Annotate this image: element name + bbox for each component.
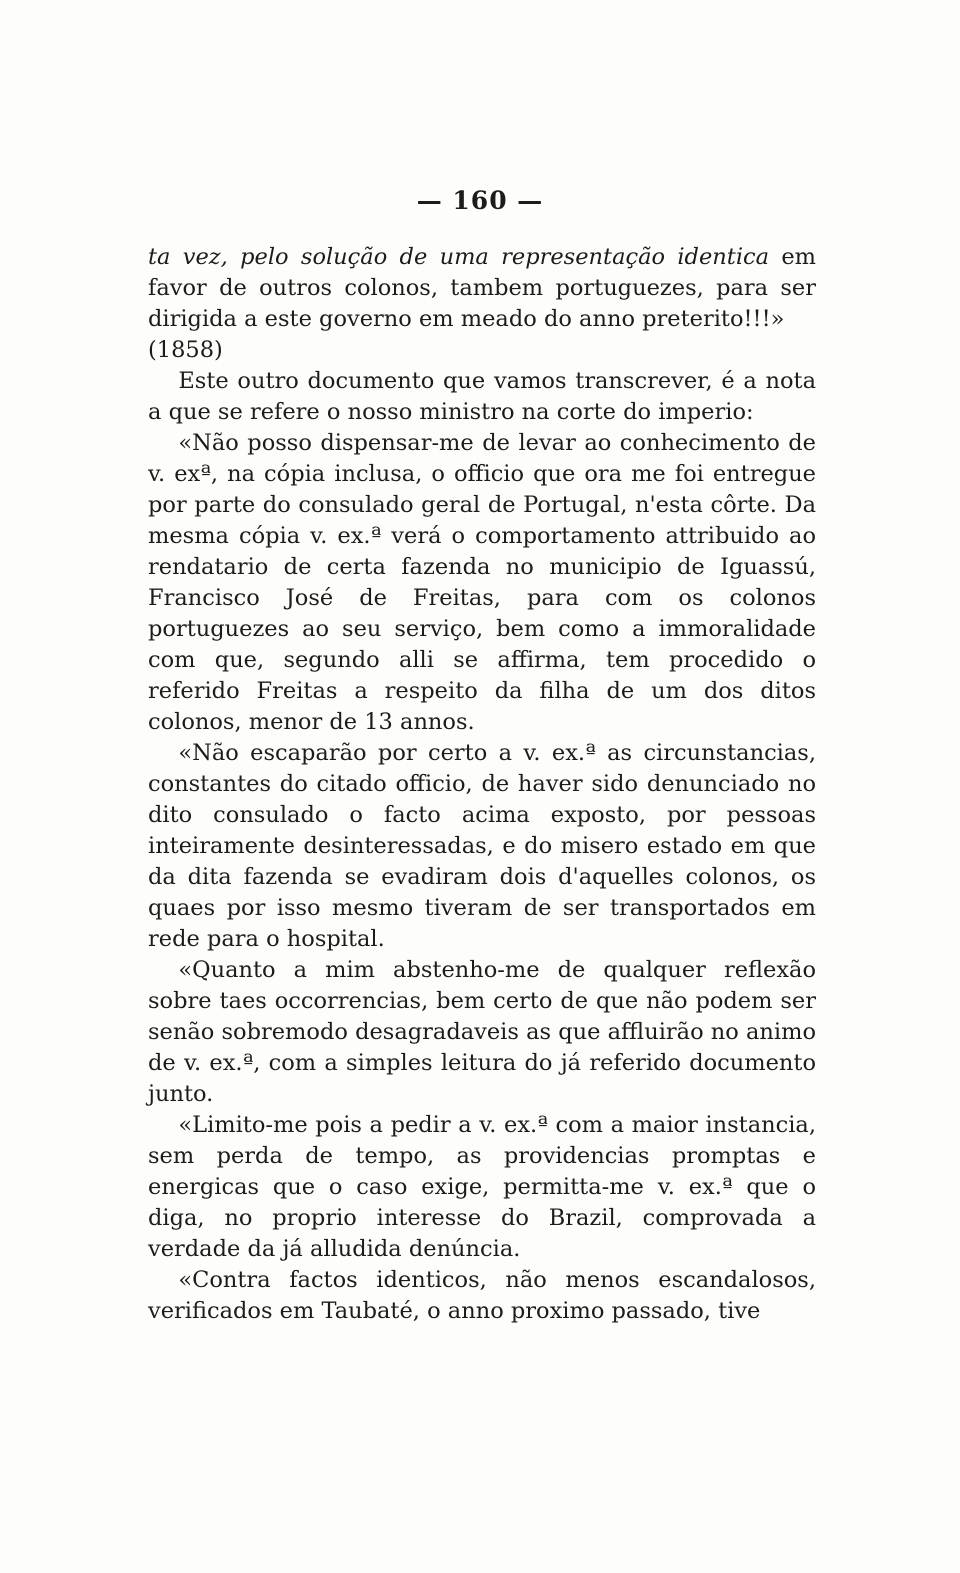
- paragraph-continuation: [148, 242, 816, 366]
- paragraph-text: em favor de outros colonos, tambem portuguezes, para ser dirigida a este governo em meado do anno preterito!!!»: [148, 244, 817, 332]
- paragraph: «Contra factos identicos, não menos escandalosos, verificados em Taubaté, o anno proximo passado, tive: [148, 1267, 816, 1324]
- italic-lead-text: ta vez, pelo solução de uma representação identica: [148, 244, 770, 270]
- page-text: [148, 242, 816, 1327]
- paragraph: «Não posso dispensar-me de levar ao conhecimento de v. exª, na cópia inclusa, o officio que ora me foi entregue por parte do consulado geral de Portugal, n'esta côrte. Da mesma cópia v. ex.ª verá o comportamento attribuido ao rendatario de certa fazenda no municipio de Iguassú, Francisco José de Freitas, para com os colonos portuguezes ao seu serviço, bem como a immoralidade com que, segundo alli se affirma, tem procedido o referido Freitas a respeito da filha de um dos ditos colonos, menor de 13 annos.: [148, 430, 816, 735]
- year-note: (1858): [148, 337, 223, 363]
- paragraph: Este outro documento que vamos transcrever, é a nota a que se refere o nosso ministro na corte do imperio:: [148, 368, 816, 425]
- page-number: — 160 —: [416, 186, 544, 215]
- paragraph: «Não escaparão por certo a v. ex.ª as circunstancias, constantes do citado officio, de haver sido denunciado no dito consulado o facto acima exposto, por pessoas inteiramente desinteressadas, e do misero estado em que da dita fazenda se evadiram dois d'aquelles colonos, os quaes por isso mesmo tiveram de ser transportados em rede para o hospital.: [148, 740, 816, 952]
- paragraph: «Quanto a mim abstenho-me de qualquer reflexão sobre taes occorrencias, bem certo de que não podem ser senão sobremodo desagradaveis as que affluirão no animo de v. ex.ª, com a simples leitura do já referido documento junto.: [148, 957, 816, 1107]
- paragraph: «Limito-me pois a pedir a v. ex.ª com a maior instancia, sem perda de tempo, as providencias promptas e energicas que o caso exige, permitta-me v. ex.ª que o diga, no proprio interesse do Brazil, comprovada a verdade da já alludida denúncia.: [148, 1112, 816, 1262]
